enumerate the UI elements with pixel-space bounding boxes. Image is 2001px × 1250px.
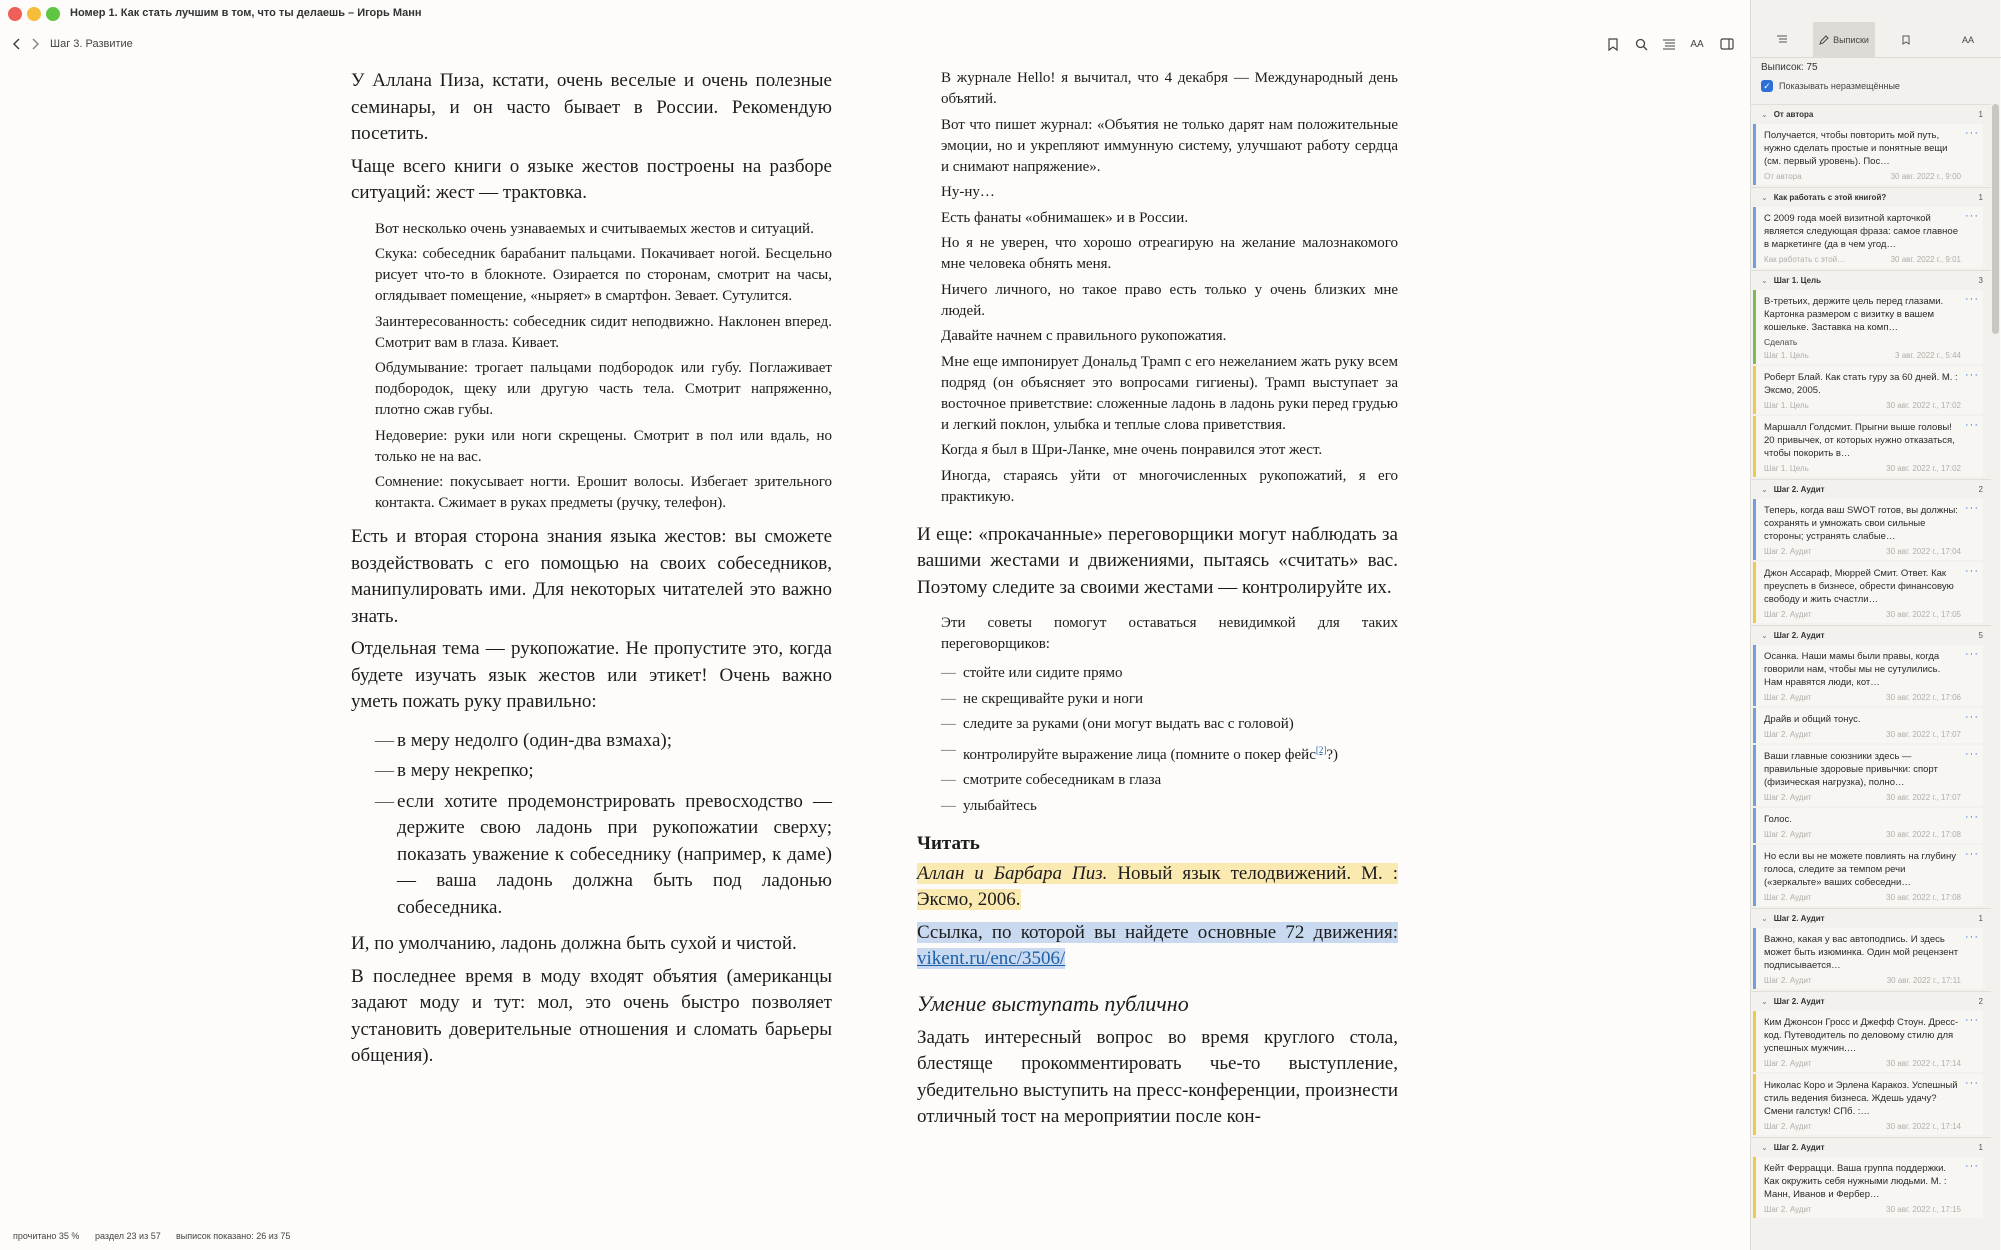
highlight-chapter: Шаг 2. Аудит — [1764, 893, 1812, 902]
highlight-text: Роберт Блай. Как стать гуру за 60 дней. М. : Эксмо, 2005. — [1764, 372, 1958, 396]
group-title: Шаг 2. Аудит — [1773, 914, 1825, 923]
highlight-meta — [1764, 172, 1961, 181]
group-count: 1 — [1978, 914, 1983, 923]
list-item: — смотрите собеседникам в глаза — [941, 772, 1162, 788]
highlight-card[interactable] — [1753, 645, 1983, 706]
highlight-meta — [1764, 610, 1961, 619]
book-reference[interactable] — [917, 861, 1398, 914]
group-title: Шаг 1. Цель — [1773, 276, 1822, 285]
list-item-text: смотрите собеседникам в глаза — [963, 772, 1162, 788]
highlight-card[interactable] — [1753, 1157, 1983, 1218]
list-item: — в меру некрепко; — [375, 760, 534, 781]
reader-toolbar — [0, 30, 1750, 58]
font-size-icon: AA — [1961, 35, 1974, 45]
tab-appearance[interactable] — [1937, 22, 1999, 58]
hugs-block — [917, 68, 1398, 508]
highlight-chapter: Шаг 2. Аудит — [1764, 730, 1812, 739]
minimize-window-button[interactable] — [27, 7, 41, 21]
highlight-text: Николас Коро и Эрлена Каракоз. Успешный стиль ведения бизнеса. Ждешь удачу? Смени галстук! СПб. :… — [1764, 1080, 1958, 1117]
highlight-group-header[interactable] — [1751, 1137, 1991, 1157]
highlight-text: Важно, какая у вас автоподпись. И здесь может быть изюминка. Один мой рецензент подписывается… — [1764, 934, 1959, 971]
highlight-meta — [1764, 464, 1961, 473]
more-icon[interactable]: ··· — [1965, 293, 1979, 305]
highlight-meta — [1764, 255, 1961, 264]
sidebar-tabs — [1751, 22, 2001, 58]
highlight-card[interactable] — [1753, 416, 1983, 477]
highlight-date: 30 авг. 2022 г., 17:07 — [1886, 793, 1961, 802]
list-item-text: стойте или сидите прямо — [963, 665, 1123, 681]
list-item-text: в меру недолго (один-два взмаха); — [397, 729, 672, 751]
paragraph: Эти советы помогут оставаться невидимкой для таких переговорщиков: — [941, 615, 1398, 652]
group-count: 1 — [1978, 1143, 1983, 1152]
chevron-down-icon: ⌄ — [1761, 485, 1768, 494]
highlight-card[interactable] — [1753, 708, 1983, 743]
link-paragraph[interactable] — [917, 920, 1398, 973]
highlight-date: 30 авг. 2022 г., 17:08 — [1886, 830, 1961, 839]
chevron-down-icon: ⌄ — [1761, 110, 1768, 119]
sidebar-icon — [1720, 38, 1734, 50]
highlight-chapter: Шаг 1. Цель — [1764, 401, 1809, 410]
highlight-chapter: Шаг 2. Аудит — [1764, 830, 1812, 839]
highlight-card[interactable] — [1753, 124, 1983, 185]
list-item-text: ?) — [1326, 746, 1339, 763]
group-count: 5 — [1978, 631, 1983, 640]
contents-button[interactable] — [1660, 35, 1678, 53]
highlight-chapter: Шаг 2. Аудит — [1764, 976, 1812, 985]
tips-block — [917, 613, 1398, 817]
highlight-group-header[interactable] — [1751, 270, 1991, 290]
highlight-text: Ким Джонсон Гросс и Джефф Стоун. Дресс-код. Путеводитель по деловому стилю для успешных мужчин.… — [1764, 1017, 1959, 1054]
highlight-meta — [1764, 351, 1961, 360]
highlight-meta — [1764, 893, 1961, 902]
highlights-count: Выписок: 75 — [1761, 62, 1818, 73]
highlight-chapter: Шаг 2. Аудит — [1764, 1122, 1812, 1131]
group-count: 2 — [1978, 997, 1983, 1006]
group-title: Шаг 2. Аудит — [1773, 997, 1825, 1006]
chevron-down-icon: ⌄ — [1761, 631, 1768, 640]
group-title: Шаг 2. Аудит — [1773, 631, 1825, 640]
highlight-date: 30 авг. 2022 г., 17:05 — [1886, 610, 1961, 619]
highlight-note: Сделать — [1764, 337, 1798, 347]
highlight-card[interactable] — [1753, 1074, 1983, 1135]
chevron-down-icon: ⌄ — [1761, 997, 1768, 1006]
highlight-group-header[interactable] — [1751, 187, 1991, 207]
tab-highlights[interactable] — [1813, 22, 1875, 58]
read-heading: Читать — [917, 832, 980, 854]
highlight-chapter: Шаг 1. Цель — [1764, 351, 1809, 360]
highlight-yellow: Новый язык телодвижений. М. : Эксмо, 2006. — [917, 862, 1398, 910]
breadcrumb[interactable]: Шаг 3. Развитие — [50, 38, 133, 50]
more-icon[interactable]: ··· — [1965, 1077, 1979, 1089]
tips-list — [941, 663, 1398, 817]
chevron-down-icon: ⌄ — [1761, 914, 1768, 923]
group-title: От автора — [1773, 110, 1814, 119]
highlight-chapter: Шаг 2. Аудит — [1764, 547, 1812, 556]
paragraph: Ну-ну… — [941, 184, 995, 200]
checkbox-label: Показывать неразмещённые — [1779, 81, 1900, 91]
font-size-icon: AA — [1690, 38, 1704, 50]
paragraph: Задать интересный вопрос во время круглого стола, блестяще прокомментировать чье-то выступление, убедительно выступить на пресс-конференции, произнести отличный тост на мероприятии после кон- — [917, 1026, 1398, 1127]
highlight-date: 30 авг. 2022 г., 17:07 — [1886, 730, 1961, 739]
paragraph: Есть и вторая сторона знания языка жестов: вы сможете воздействовать с его помощью на своих собеседников, манипулировать ими. Для некоторых читателей это важно знать. — [351, 526, 832, 627]
paragraph: У Аллана Пиза, кстати, очень веселые и очень полезные семинары, и он часто бывает в России. Рекомендую посетить. — [351, 70, 832, 144]
paragraph: Скука: собеседник барабанит пальцами. Покачивает ногой. Бесцельно рисует что-то в блокноте. Озирается по сторонам, смотрит на часы, оглядывает помещение, «ныряет» в смартфон. Зевает. Сутулится. — [375, 246, 832, 304]
bookmark-icon — [1902, 35, 1910, 45]
tab-highlights-label: Выписки — [1833, 35, 1869, 45]
window-title: Номер 1. Как стать лучшим в том, что ты делаешь – Игорь Манн — [70, 7, 422, 19]
zoom-window-button[interactable] — [46, 7, 60, 21]
highlight-group-header[interactable] — [1751, 908, 1991, 928]
paragraph: И еще: «прокачанные» переговорщики могут наблюдать за вашими жестами и движениями, пытаясь «считать» вас. Поэтому следите за своими жестами — контролируйте их. — [917, 523, 1398, 598]
paragraph: Недоверие: руки или ноги скрещены. Смотрит в пол или вдаль, но только не на вас. — [375, 427, 832, 465]
highlight-card[interactable] — [1753, 499, 1983, 560]
paragraph: Сомнение: покусывает ногти. Ерошит волосы. Избегает зрительного контакта. Сжимает в руках предметы (ручку, телефон). — [375, 474, 832, 511]
highlight-chapter: Шаг 2. Аудит — [1764, 1059, 1812, 1068]
list-item: — улыбайтесь — [941, 797, 1037, 814]
group-title: Шаг 2. Аудит — [1773, 485, 1825, 494]
paragraph: И, по умолчанию, ладонь должна быть сухой и чистой. — [351, 933, 797, 954]
paragraph: В последнее время в моду входят объятия (американцы задают моду и тут: мол, это очень быстро позволяет установить доверительные отношения и сломать барьеры общения). — [351, 965, 832, 1066]
more-icon[interactable]: ··· — [1965, 419, 1979, 431]
chevron-down-icon: ⌄ — [1761, 276, 1768, 285]
gestures-block — [351, 219, 832, 515]
footnote-link[interactable]: [2] — [1315, 744, 1327, 755]
highlights-shown-status: выписок показано: 26 из 75 — [176, 1231, 291, 1241]
highlight-chapter: От автора — [1764, 172, 1802, 181]
highlight-chapter: Шаг 2. Аудит — [1764, 693, 1812, 702]
highlight-meta — [1764, 547, 1961, 556]
back-button[interactable] — [8, 35, 26, 53]
font-size-button[interactable] — [1688, 35, 1706, 53]
highlight-text: Маршалл Голдсмит. Прыгни выше головы! 20 привычек, от которых нужно отказаться, чтобы покорить в… — [1764, 422, 1955, 459]
highlight-text: Осанка. Наши мамы были правы, когда говорили нам, чтобы мы не сутулились. Нам нравятся люди, кот… — [1764, 651, 1941, 688]
highlight-blue: Ссылка, по которой вы найдете основные 72 движения: — [917, 921, 1398, 943]
paragraph: Мне еще импонирует Дональд Трамп с его нежеланием жать руку всем подряд (он объясняет это вопросами гигиены). Трамп выступает за восточное приветствие: сложенные ладонь в ладонь руки перед грудью и легкий поклон, улыбка и теплые слова приветствия. — [941, 353, 1398, 433]
group-count: 1 — [1978, 110, 1983, 119]
left-page — [351, 68, 832, 1076]
chevron-right-icon — [30, 38, 40, 50]
paragraph: Заинтересованность: собеседник сидит неподвижно. Наклонен вперед. Смотрит вам в глаза. Кивает. — [375, 313, 832, 351]
highlight-yellow: Аллан и Барбара Пиз. — [917, 862, 1108, 884]
paragraph: Но я не уверен, что хорошо отреагирую на желание малознакомого мне человека обнять меня. — [941, 235, 1398, 272]
highlight-card[interactable] — [1753, 928, 1983, 989]
close-window-button[interactable] — [8, 7, 22, 21]
group-title: Шаг 2. Аудит — [1773, 1143, 1825, 1152]
highlight-date: 30 авг. 2022 г., 17:14 — [1886, 1122, 1961, 1131]
list-item: — не скрещивайте руки и ноги — [941, 690, 1143, 707]
highlight-text: С 2009 года моей визитной карточкой является следующая фраза: самое главное в маркетинге (да в чем угод… — [1764, 213, 1958, 250]
more-icon[interactable]: ··· — [1965, 748, 1979, 760]
more-icon[interactable]: ··· — [1965, 711, 1979, 723]
highlight-card[interactable] — [1753, 808, 1983, 843]
list-item: — стойте или сидите прямо — [941, 665, 1123, 681]
list-item-text: если хотите продемонстрировать превосходство — держите свою ладонь при рукопожатии сверху; показать уважение к собеседнику (например, к даме) — ваша ладонь должна быть под ладонью собеседника. — [397, 790, 832, 918]
external-link[interactable]: vikent.ru/enc/3506/ — [917, 948, 1066, 969]
highlight-text: Голос. — [1764, 814, 1792, 825]
pencil-icon — [1819, 35, 1829, 45]
paragraph: Иногда, стараясь уйти от многочисленных рукопожатий, я его практикую. — [941, 467, 1398, 505]
paragraph: Ничего личного, но такое право есть только у очень близких мне людей. — [941, 281, 1398, 319]
list-item-text: в меру некрепко; — [397, 760, 534, 781]
search-button[interactable] — [1632, 35, 1650, 53]
list-item-text: улыбайтесь — [963, 797, 1037, 814]
list-item-text: следите за руками (они могут выдать вас с головой) — [963, 716, 1294, 732]
highlight-meta — [1764, 1205, 1961, 1214]
bookmark-icon — [1608, 38, 1618, 51]
group-title: Как работать с этой книгой? — [1773, 193, 1887, 202]
list-icon — [1776, 35, 1788, 45]
list-item: — следите за руками (они могут выдать вас с головой) — [941, 716, 1294, 732]
highlight-date: 30 авг. 2022 г., 17:02 — [1886, 464, 1961, 473]
highlight-meta — [1764, 1122, 1961, 1131]
highlight-date: 30 авг. 2022 г., 9:00 — [1890, 172, 1961, 181]
paragraph: В журнале Hello! я вычитал, что 4 декабря — Международный день объятий. — [941, 70, 1398, 107]
highlight-card[interactable] — [1753, 366, 1983, 414]
more-icon[interactable]: ··· — [1965, 127, 1979, 139]
highlight-card[interactable] — [1753, 290, 1983, 364]
bookmark-button[interactable] — [1604, 35, 1622, 53]
highlight-group-header[interactable] — [1751, 991, 1991, 1011]
more-icon[interactable]: ··· — [1965, 848, 1979, 860]
tab-bookmarks[interactable] — [1875, 22, 1937, 58]
paragraph: Есть фанаты «обнимашек» и в России. — [941, 209, 1189, 226]
more-icon[interactable]: ··· — [1965, 811, 1979, 823]
list-item-text: не скрещивайте руки и ноги — [963, 690, 1143, 707]
highlight-date: 30 авг. 2022 г., 17:11 — [1886, 976, 1961, 985]
highlight-chapter: Шаг 2. Аудит — [1764, 1205, 1812, 1214]
list-item: — контролируйте выражение лица (помните о покер фейс[2]?) — [941, 741, 1339, 763]
highlight-text: Драйв и общий тонус. — [1764, 714, 1861, 725]
more-icon[interactable]: ··· — [1965, 931, 1979, 943]
right-page — [917, 68, 1398, 1137]
paragraph: Чаще всего книги о языке жестов построены на разборе ситуаций: жест — трактовка. — [351, 155, 832, 203]
more-icon[interactable]: ··· — [1965, 1160, 1979, 1172]
highlight-text: Теперь, когда ваш SWOT готов, вы должны: сохранять и умножать свои сильные стороны; устранять слабые… — [1764, 505, 1958, 542]
highlight-text: Джон Ассараф, Мюррей Смит. Ответ. Как преуспеть в бизнесе, обрести финансовую свободу и жить счастли… — [1764, 568, 1954, 605]
list-icon — [1662, 38, 1676, 50]
highlight-meta — [1764, 830, 1961, 839]
highlight-text: Ваши главные союзники здесь — правильные здоровые привычки: спорт (физическая нагрузка), полно… — [1764, 751, 1938, 788]
list-item-text: контролируйте выражение лица (помните о покер фейс — [963, 746, 1316, 763]
more-icon[interactable]: ··· — [1965, 1014, 1979, 1026]
highlight-meta — [1764, 693, 1961, 702]
sidebar-scrollbar[interactable] — [1992, 104, 1999, 334]
highlight-meta — [1764, 1059, 1961, 1068]
highlight-date: 30 авг. 2022 г., 17:14 — [1886, 1059, 1961, 1068]
highlights-sidebar — [1750, 0, 2000, 1250]
more-icon[interactable]: ··· — [1965, 369, 1979, 381]
section-status: раздел 23 из 57 — [95, 1231, 161, 1241]
highlight-group-header[interactable] — [1751, 104, 1991, 124]
title-bar — [0, 0, 1750, 30]
group-count: 2 — [1978, 485, 1983, 494]
group-count: 3 — [1978, 276, 1983, 285]
highlight-group-header[interactable] — [1751, 625, 1991, 645]
highlights-list — [1751, 104, 1991, 1220]
highlight-text: Но если вы не можете повлиять на глубину голоса, следите за темпом речи («зеркальте» ваших собеседни… — [1764, 851, 1956, 888]
highlight-text: Кейт Феррацци. Ваша группа поддержки. Как окружить себя нужными людьми. М. : Манн, Иванов и Фербер… — [1764, 1163, 1947, 1200]
highlight-chapter: Шаг 2. Аудит — [1764, 610, 1812, 619]
highlight-meta — [1764, 730, 1961, 739]
list-item: — в меру недолго (один-два взмаха); — [375, 729, 672, 751]
handshake-list — [351, 728, 832, 922]
highlight-meta — [1764, 793, 1961, 802]
chevron-down-icon: ⌄ — [1761, 1143, 1768, 1152]
show-unplaced-checkbox[interactable] — [1761, 80, 1900, 92]
list-item: — если хотите продемонстрировать превосходство — держите свою ладонь при рукопожатии сверху; показать уважение к собеседнику (например, к даме) — ваша ладонь должна быть под ладонью собеседника. — [375, 790, 832, 918]
chevron-down-icon: ⌄ — [1761, 193, 1768, 202]
checkmark-icon: ✓ — [1761, 80, 1773, 92]
paragraph: Когда я был в Шри-Ланке, мне очень понравился этот жест. — [941, 442, 1323, 458]
more-icon[interactable]: ··· — [1965, 565, 1979, 577]
highlight-date: 30 авг. 2022 г., 17:06 — [1886, 693, 1961, 702]
highlight-chapter: Как работать с этой… — [1764, 255, 1846, 264]
highlight-card[interactable] — [1753, 1011, 1983, 1072]
section-heading: Умение выступать публично — [917, 990, 1189, 1016]
highlight-card[interactable] — [1753, 562, 1983, 623]
highlight-group-header[interactable] — [1751, 479, 1991, 499]
paragraph: Обдумывание: трогает пальцами подбородок или губу. Поглаживает подбородок, щеку или другую часть тела. Смотрит напряженно, плотно сжав губы. — [375, 360, 832, 418]
chevron-left-icon — [12, 38, 22, 50]
paragraph: Вот что пишет журнал: «Объятия не только дарят нам положительные эмоции, но и укрепляют иммунную систему, улучшают работу сердца и снимают напряжение». — [941, 116, 1398, 175]
highlight-card[interactable] — [1753, 845, 1983, 906]
more-icon[interactable]: ··· — [1965, 210, 1979, 222]
more-icon[interactable]: ··· — [1965, 502, 1979, 514]
highlight-date: 30 авг. 2022 г., 9:01 — [1890, 255, 1961, 264]
paragraph: Вот несколько очень узнаваемых и считываемых жестов и ситуаций. — [375, 220, 814, 237]
highlight-card[interactable] — [1753, 745, 1983, 806]
highlight-chapter: Шаг 2. Аудит — [1764, 793, 1812, 802]
highlight-meta — [1764, 401, 1961, 410]
highlight-date: 30 авг. 2022 г., 17:02 — [1886, 401, 1961, 410]
paragraph: Давайте начнем с правильного рукопожатия. — [941, 328, 1227, 344]
paragraph: Отдельная тема — рукопожатие. Не пропустите это, когда будете изучать язык жестов или этикет! Очень важно уметь пожать руку правильно: — [351, 638, 832, 712]
highlight-meta — [1764, 976, 1961, 985]
highlight-text: В-третьих, держите цель перед глазами. Картонка размером с визитку в вашем кошельке. Заставка на комп… — [1764, 296, 1944, 333]
highlight-date: 30 авг. 2022 г., 17:15 — [1886, 1205, 1961, 1214]
highlight-chapter: Шаг 1. Цель — [1764, 464, 1809, 473]
highlight-date: 30 авг. 2022 г., 17:08 — [1886, 893, 1961, 902]
search-icon — [1635, 38, 1648, 51]
highlight-date: 30 авг. 2022 г., 17:04 — [1886, 547, 1961, 556]
highlight-card[interactable] — [1753, 207, 1983, 268]
progress-status: прочитано 35 % — [13, 1231, 80, 1241]
group-count: 1 — [1978, 193, 1983, 202]
highlight-text: Получается, чтобы повторить мой путь, нужно сделать простые и понятные вещи (см. первый уровень). Пос… — [1764, 130, 1948, 167]
tab-contents[interactable] — [1751, 22, 1813, 58]
more-icon[interactable]: ··· — [1965, 648, 1979, 660]
highlight-date: 3 авг. 2022 г., 5:44 — [1895, 351, 1961, 360]
sidebar-toggle-button[interactable] — [1718, 35, 1736, 53]
forward-button[interactable] — [26, 35, 44, 53]
